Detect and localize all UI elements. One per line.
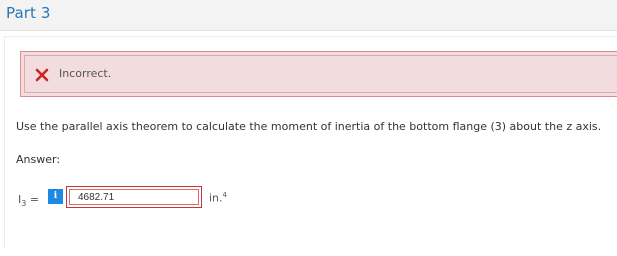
x-icon [35,68,49,82]
info-button[interactable]: i [48,189,63,204]
answer-input-value[interactable]: 4682.71 [69,189,199,205]
variable-subscript: 3 [21,199,27,209]
variable-symbol: I [18,193,22,206]
feedback-inner [24,55,617,93]
part-content [0,31,617,256]
feedback-status: Incorrect. [59,67,112,80]
answer-input[interactable] [66,186,202,208]
part-header [0,0,617,31]
unit-text: in. [209,191,223,205]
feedback-banner [20,51,617,97]
part-title: Part 3 [6,4,51,22]
unit-label [209,191,227,205]
answer-label: Answer: [16,153,61,166]
question-text: Use the parallel axis theorem to calculate the moment of inertia of the bottom flange (3) about the z axis. [16,120,602,133]
unit-exponent: 4 [222,191,227,199]
variable-label [18,193,39,208]
equals-sign: = [29,193,40,206]
